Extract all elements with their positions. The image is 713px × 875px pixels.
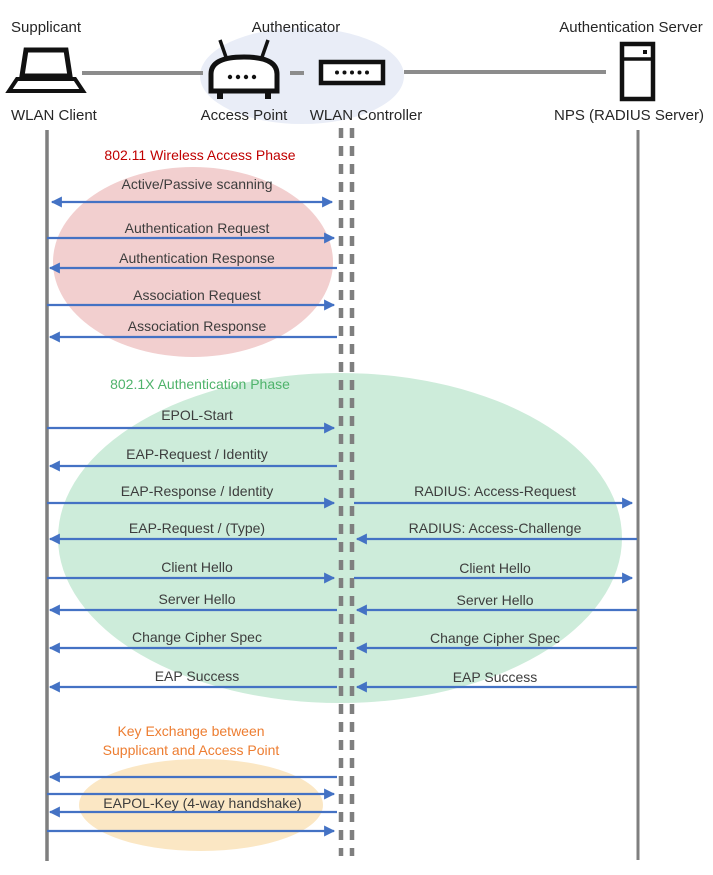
message-epol-start: EPOL-Start xyxy=(161,407,233,423)
message-change-cipher-spec-right: Change Cipher Spec xyxy=(430,630,560,646)
message-association-request: Association Request xyxy=(133,287,261,303)
message-association-response: Association Response xyxy=(127,318,267,334)
message-radius-access-challenge: RADIUS: Access-Challenge xyxy=(408,520,582,536)
phase-title-wireless-access: 802.11 Wireless Access Phase xyxy=(104,147,296,163)
message-eap-request-type: EAP-Request / (Type) xyxy=(128,520,266,536)
message-client-hello-left: Client Hello xyxy=(161,559,233,575)
message-server-hello-left: Server Hello xyxy=(158,591,236,607)
message-radius-access-request: RADIUS: Access-Request xyxy=(414,483,576,499)
message-active-passive-scanning: Active/Passive scanning xyxy=(121,176,273,192)
wlan-controller-icon xyxy=(321,62,383,83)
node-access-point: Access Point xyxy=(200,107,288,124)
role-authenticator: Authenticator xyxy=(251,19,341,36)
phase-title-key-exchange-line2: Supplicant and Access Point xyxy=(102,742,280,758)
node-nps-radius-server: NPS (RADIUS Server) xyxy=(553,107,705,124)
node-wlan-controller: WLAN Controller xyxy=(309,107,423,124)
message-change-cipher-spec-left: Change Cipher Spec xyxy=(132,629,262,645)
message-eap-response-identity: EAP-Response / Identity xyxy=(120,483,274,499)
phase-title-8021x-authentication: 802.1X Authentication Phase xyxy=(110,376,290,392)
phase-title-key-exchange-line1: Key Exchange between xyxy=(117,723,265,739)
message-eap-success-right: EAP Success xyxy=(452,669,538,685)
message-authentication-request: Authentication Request xyxy=(124,220,270,236)
node-wlan-client: WLAN Client xyxy=(11,107,97,124)
message-server-hello-right: Server Hello xyxy=(456,592,534,608)
role-supplicant: Supplicant xyxy=(11,19,82,36)
laptop-icon xyxy=(9,50,83,91)
message-client-hello-right: Client Hello xyxy=(459,560,531,576)
message-eap-request-identity: EAP-Request / Identity xyxy=(126,446,268,462)
message-eapol-key-4way-handshake: EAPOL-Key (4-way handshake) xyxy=(103,795,302,811)
message-eap-success-left: EAP Success xyxy=(154,668,240,684)
server-icon xyxy=(622,44,653,99)
message-authentication-response: Authentication Response xyxy=(119,250,275,266)
role-authentication-server: Authentication Server xyxy=(559,19,703,36)
